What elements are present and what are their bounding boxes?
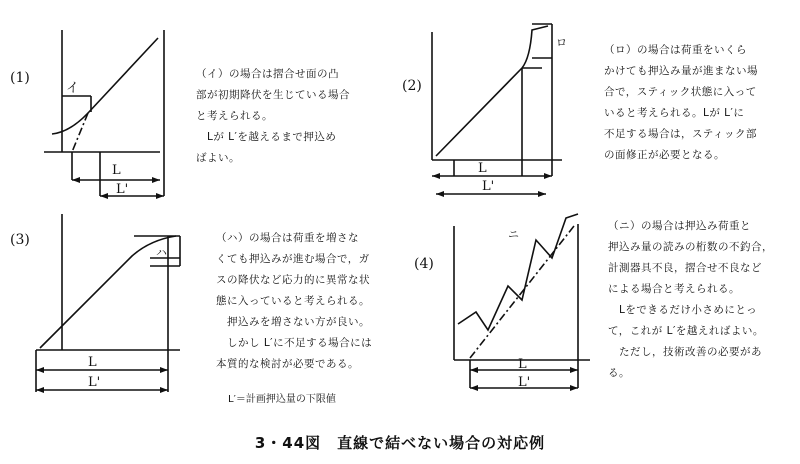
description-line: 計測器具不良，摺合せ不良など <box>608 262 762 274</box>
description-line: スの降伏など応力的に異常な状 <box>216 274 370 286</box>
description-1 <box>196 64 350 169</box>
marker-4: ニ <box>508 228 519 241</box>
panel-number-4: (4) <box>414 256 434 272</box>
description-line: （ニ）の場合は押込み荷重と <box>608 220 751 232</box>
description-line: ただし，技術改善の必要があ <box>608 346 762 358</box>
description-line: 押込みを増さない方が良い。 <box>216 316 370 328</box>
definition-note: L′＝計画押込量の下限値 <box>228 394 336 405</box>
marker-2: ロ <box>556 36 567 49</box>
description-line: 押込み量の読みの桁数の不釣合， <box>608 241 773 253</box>
description-line: Lが L′を越えるまで押込め <box>196 131 337 143</box>
description-line: かけても押込み量が進まない場 <box>604 65 758 77</box>
description-line: 不足する場合は，スティック部 <box>604 128 757 140</box>
description-line: 部が初期降伏を生じている場合 <box>196 89 350 101</box>
figure-caption: 3・44図 直線で結べない場合の対応例 <box>254 434 546 452</box>
label-Lp-2: L' <box>482 179 495 194</box>
label-Lp-3: L' <box>88 375 101 390</box>
description-line: 本質的な検討が必要である。 <box>216 358 359 370</box>
panel-number-2: (2) <box>402 78 422 94</box>
description-line: 態に入っていると考えられる。 <box>216 295 370 307</box>
description-line: と考えられる。 <box>196 110 273 122</box>
description-line: いると考えられる。Lが L′に <box>604 107 745 119</box>
description-line: による場合と考えられる。 <box>608 283 740 295</box>
description-line: しかし L′に不足する場合には <box>216 337 373 349</box>
label-Lp-1: L' <box>116 182 129 197</box>
description-line: 合で，スティック状態に入って <box>604 86 757 98</box>
description-line: （イ）の場合は摺合せ面の凸 <box>196 68 339 80</box>
description-line: の面修正が必要となる。 <box>604 149 725 161</box>
label-L-2: L <box>478 161 487 176</box>
panel-number-1: (1) <box>10 70 30 86</box>
extrapolation-line-1 <box>72 113 88 152</box>
load-curve-2 <box>436 26 548 156</box>
trend-line-4 <box>470 226 574 358</box>
label-Lp-4: L' <box>518 375 531 390</box>
marker-3: ハ <box>156 246 167 259</box>
description-line: Lをできるだけ小さめにとっ <box>608 304 758 316</box>
description-2 <box>604 40 758 166</box>
marker-1: イ <box>66 81 80 96</box>
panel-number-3: (3) <box>10 232 30 248</box>
label-L-3: L <box>88 355 97 370</box>
description-line: る。 <box>608 367 630 379</box>
description-4 <box>608 216 773 384</box>
description-line: ばよい。 <box>196 152 240 164</box>
graph-2 <box>432 24 562 194</box>
description-line: て，これが L′を越えればよい。 <box>608 325 764 337</box>
graph-3 <box>36 214 180 392</box>
description-line: （ハ）の場合は荷重を増さな <box>216 232 359 244</box>
label-L-1: L <box>112 163 121 178</box>
label-L-4: L <box>518 357 527 372</box>
description-3 <box>216 228 372 375</box>
description-line: くても押込みが進む場合で，ガ <box>216 253 370 265</box>
description-line: （ロ）の場合は荷重をいくら <box>604 44 747 56</box>
graph-1 <box>44 30 164 196</box>
